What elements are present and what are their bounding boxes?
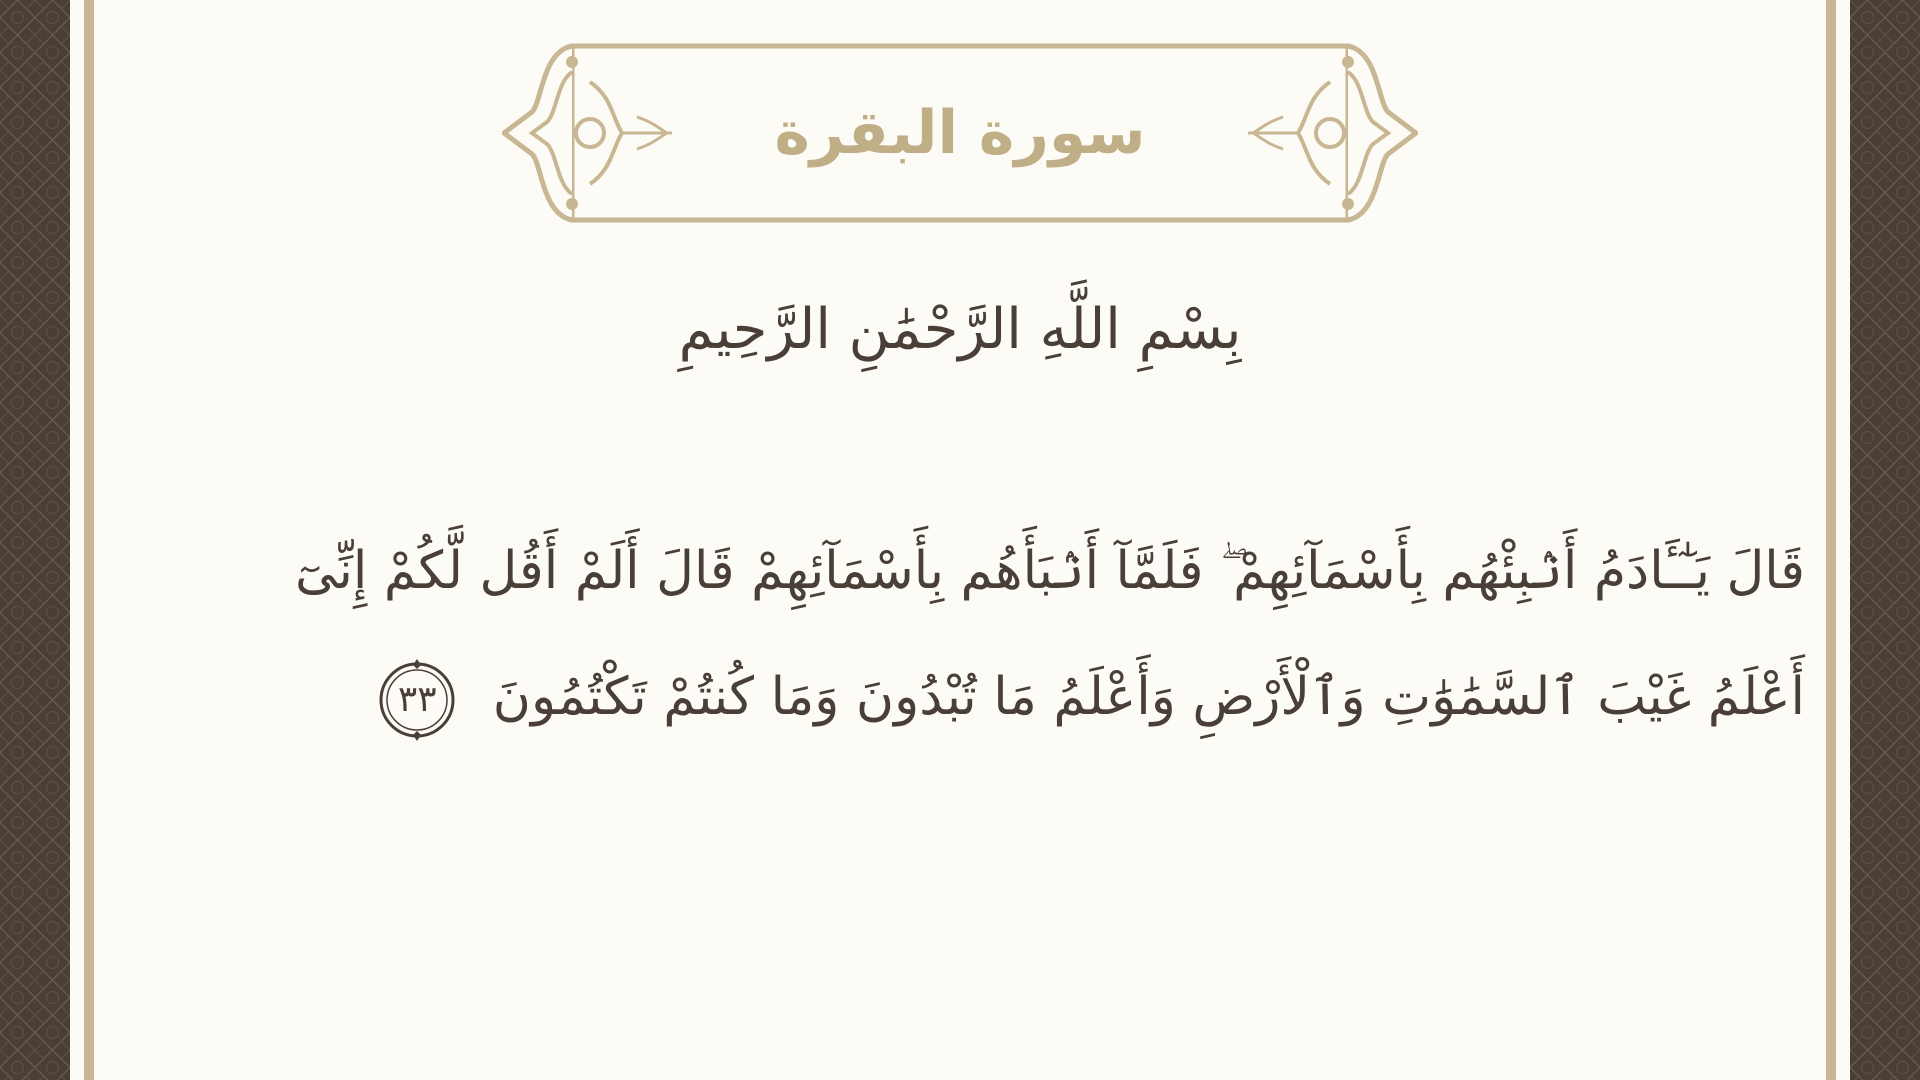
ayah-text-block <box>265 508 1805 888</box>
right-gold-rule <box>1826 0 1836 1080</box>
ayah-text: قَالَ يَـٰٓـَٔادَمُ أَنۢبِئْهُم بِأَسْمَآئِهِمْ ۖ فَلَمَّآ أَنۢبَأَهُم بِأَسْمَآئِهِمْ قَالَ أَلَمْ أَقُل لَّكُمْ إِنِّىٓ أَعْلَمُ غَيْبَ ٱلسَّمَٰوَٰتِ وَٱلْأَرْضِ وَأَعْلَمُ مَا تُبْدُونَ وَمَا كُنتُمْ تَكْتُمُونَ <box>295 541 1805 727</box>
surah-title: سورة البقرة <box>774 98 1146 168</box>
right-decorative-border <box>1850 0 1920 1080</box>
ayah-number: ٣٣ <box>397 679 437 720</box>
surah-banner <box>502 42 1418 224</box>
left-gold-rule <box>84 0 94 1080</box>
left-decorative-border <box>0 0 70 1080</box>
ayah-end-marker <box>376 659 458 741</box>
islamic-geometric-pattern-icon <box>0 0 70 1080</box>
basmala: بِسْمِ اللَّهِ الرَّحْمَٰنِ الرَّحِيمِ <box>678 297 1242 362</box>
islamic-geometric-pattern-icon <box>1850 0 1920 1080</box>
